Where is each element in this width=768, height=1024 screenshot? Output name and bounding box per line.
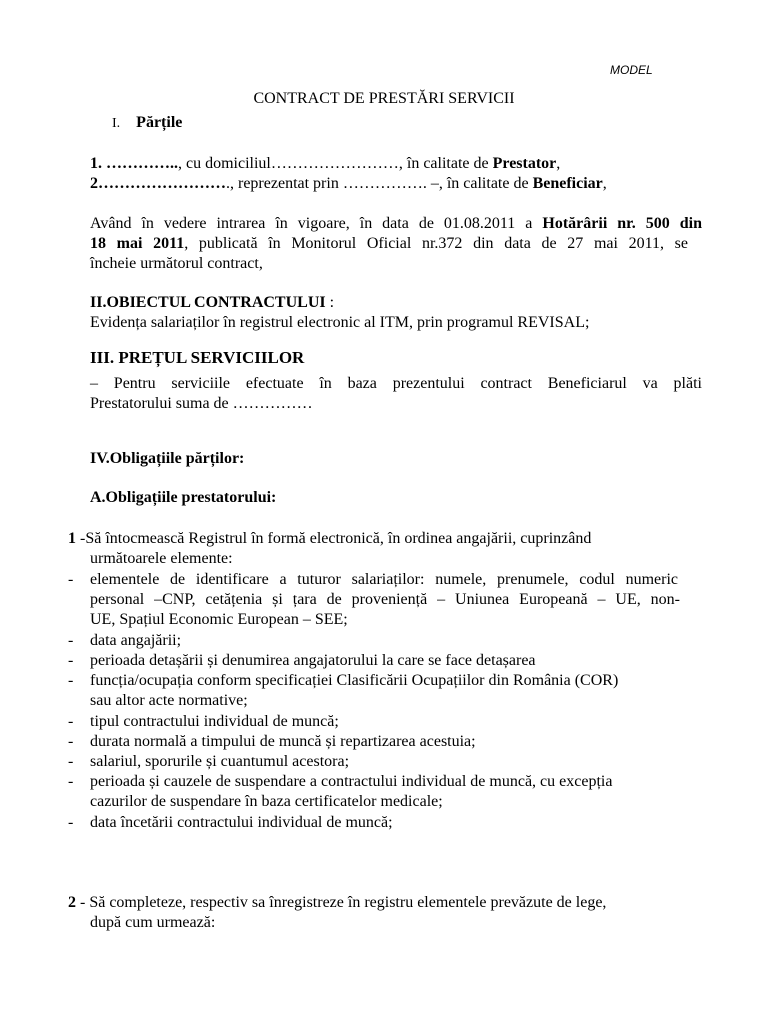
bullet-9: data încetării contractului individual de muncă;	[90, 814, 393, 831]
party-2-role: Beneficiar	[532, 175, 603, 192]
bullet-5: tipul contractului individual de muncă;	[90, 713, 339, 730]
section-3-heading	[90, 348, 304, 368]
section-1-heading	[112, 113, 182, 134]
section-a-title: A.Obligațiile prestatorului:	[90, 489, 277, 506]
item-2-line-1	[68, 893, 606, 913]
item-2-number: 2	[68, 894, 76, 911]
bullet-dash: -	[68, 773, 74, 790]
party-2-end: ,	[602, 175, 607, 192]
bullet-1-line-3: UE, Spațiul Economic European – SEE;	[90, 611, 348, 628]
section-1-title: Părțile	[136, 114, 183, 131]
section-a-heading	[90, 488, 276, 508]
bullet-dash: -	[68, 652, 74, 669]
section-4-heading	[90, 449, 244, 469]
bullet-4-line-1: funcția/ocupația conform specificației Clasificării Ocupațiilor din România (COR)	[90, 672, 619, 689]
item-1-number: 1	[68, 530, 76, 547]
section-3-line-2: Prestatorului suma de ……………	[90, 395, 313, 412]
bullet-3: perioada detașării și denumirea angajatorului la care se face detașarea	[90, 652, 536, 669]
item-1-line-1	[68, 529, 591, 549]
party-1-number: 1. …………..	[90, 155, 178, 172]
party-1-role: Prestator	[492, 155, 557, 172]
bullet-8-line-1: perioada și cauzele de suspendare a contractului individual de muncă, cu excepția	[90, 773, 613, 790]
model-label: MODEL	[610, 63, 653, 77]
bullet-dash: -	[68, 713, 74, 730]
party-2-line	[90, 174, 607, 194]
section-2-colon: :	[325, 294, 335, 311]
section-3-title: III. PREȚUL SERVICIILOR	[90, 348, 305, 367]
preamble-text-1: Având în vedere intrarea în vigoare, în data de 01.08.2011 a	[90, 215, 543, 232]
bullet-dash: -	[68, 814, 74, 831]
section-2-title: II.OBIECTUL CONTRACTULUI	[90, 294, 326, 311]
bullet-1-line-2: personal –CNP, cetățenia și țara de proveniență – Uniunea Europeană – UE, non-	[90, 591, 680, 608]
party-1-text: , cu domiciliul……………………, în calitate de	[178, 155, 493, 172]
bullet-dash: -	[68, 753, 74, 770]
bullet-dash: -	[68, 733, 74, 750]
preamble-line-3: încheie următorul contract,	[90, 255, 263, 272]
preamble-decision-ref: Hotărârii nr. 500 din	[542, 215, 702, 232]
bullet-dash: -	[68, 632, 74, 649]
preamble-text-2: , publicată în Monitorul Oficial nr.372 din data de 27 mai 2011, se	[184, 235, 689, 252]
bullet-dash: -	[68, 571, 74, 588]
preamble-line-2	[90, 234, 688, 254]
section-2-text: Evidența salariaților în registrul electronic al ITM, prin programul REVISAL;	[90, 314, 590, 331]
section-2-heading	[90, 293, 334, 313]
preamble-decision-date: 18 mai 2011	[90, 235, 185, 252]
item-1-text: -Să întocmească Registrul în formă electronică, în ordinea angajării, cuprinzând	[76, 530, 592, 547]
preamble-line-1	[90, 214, 702, 234]
item-2-text: - Să completeze, respectiv sa înregistreze în registru elementele prevăzute de lege,	[76, 894, 607, 911]
bullet-8-line-2: cazurilor de suspendare în baza certificatelor medicale;	[90, 793, 443, 810]
item-1-line-2: următoarele elemente:	[90, 550, 233, 567]
bullet-dash: -	[68, 672, 74, 689]
section-1-number: I.	[112, 116, 121, 131]
section-4-title: IV.Obligațiile părților:	[90, 450, 245, 467]
contract-title: CONTRACT DE PRESTĂRI SERVICII	[253, 90, 515, 107]
party-1-end: ,	[556, 155, 561, 172]
section-3-line-1: – Pentru serviciile efectuate în baza prezentului contract Beneficiarul va plăti	[90, 375, 702, 392]
party-2-number: 2……………………	[90, 175, 226, 192]
bullet-7: salariul, sporurile și cuantumul acestora;	[90, 753, 350, 770]
bullet-4-line-2: sau altor acte normative;	[90, 692, 248, 709]
party-1-line	[90, 154, 560, 174]
bullet-6: durata normală a timpului de muncă și repartizarea acestuia;	[90, 733, 476, 750]
party-2-text: ., reprezentat prin ……………. –, în calitate de	[226, 175, 533, 192]
bullet-1-line-1: elementele de identificare a tuturor salariaților: numele, prenumele, codul numeric	[90, 571, 678, 588]
bullet-2: data angajării;	[90, 632, 182, 649]
item-2-line-2: după cum urmează:	[90, 914, 216, 931]
